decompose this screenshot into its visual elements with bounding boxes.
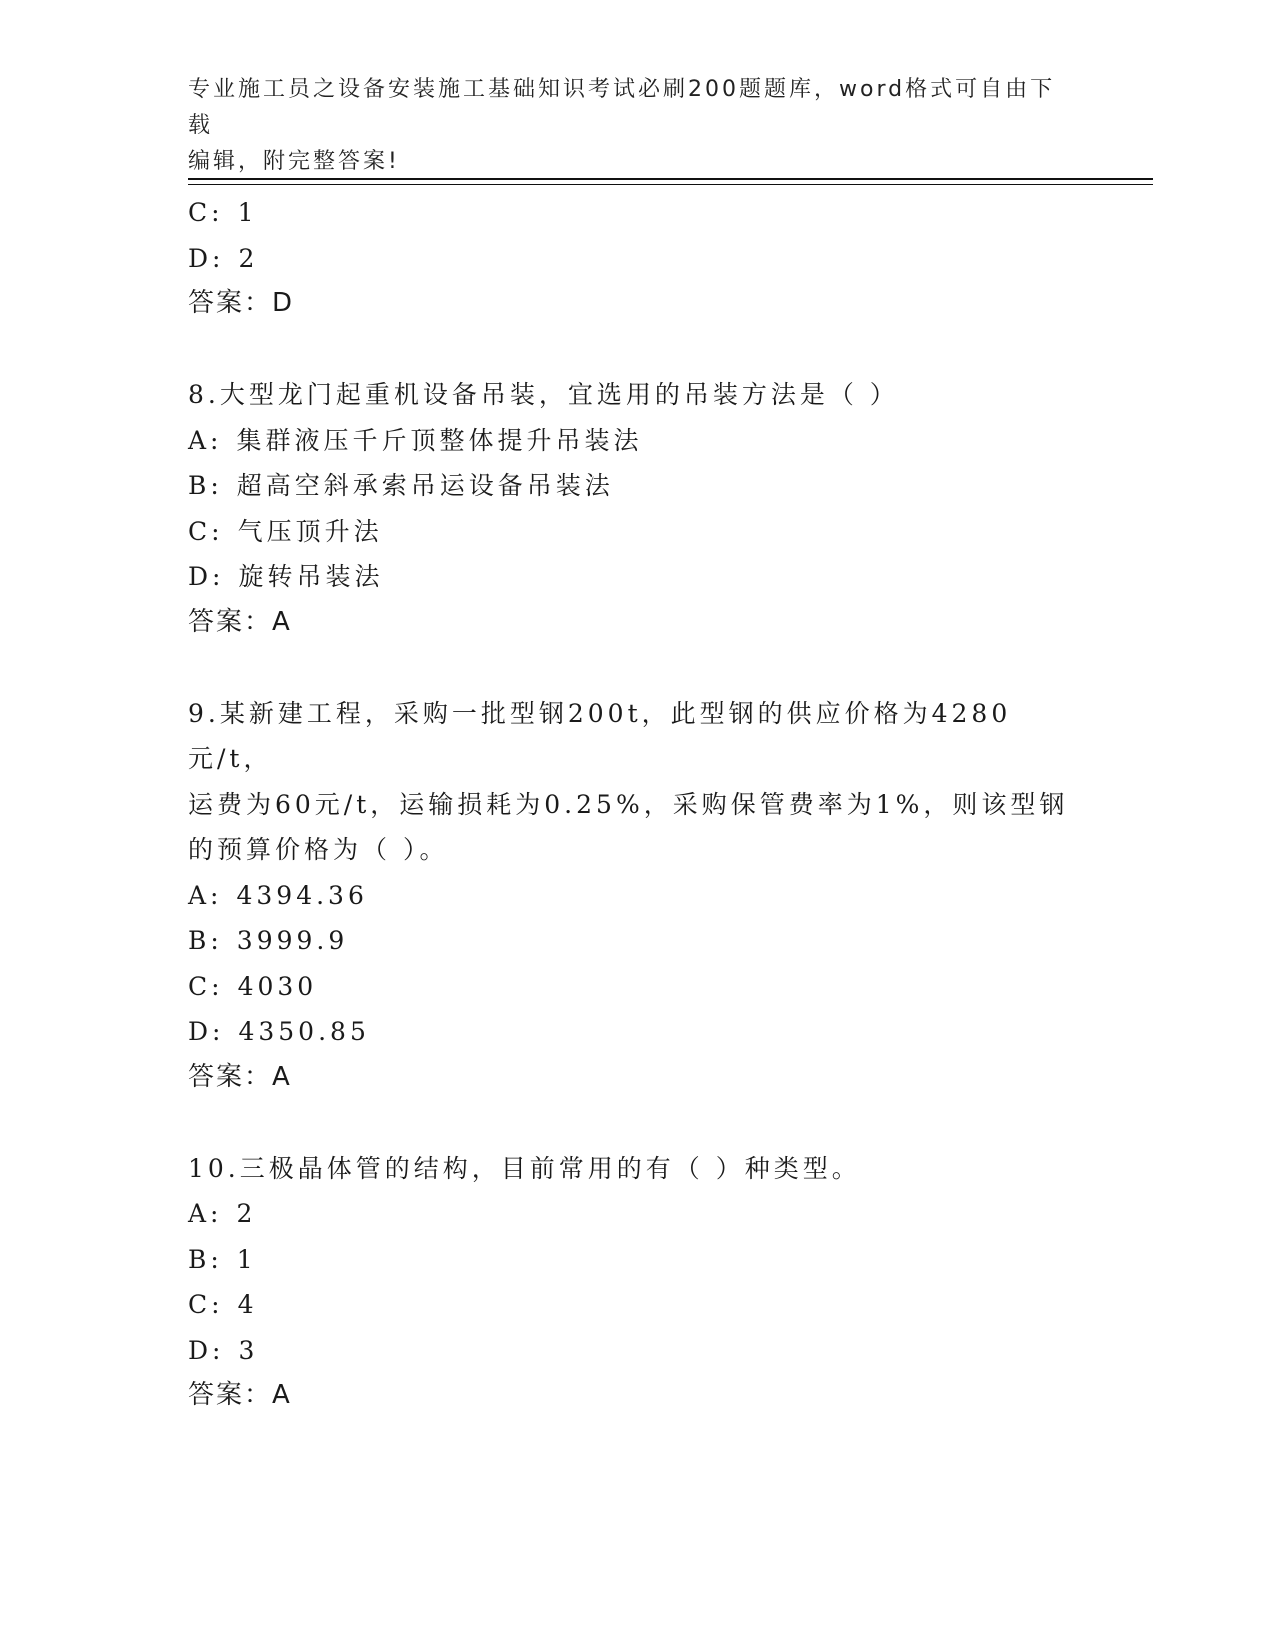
option-value: 超高空斜承索吊运设备吊装法	[236, 471, 614, 500]
question-content	[188, 190, 1088, 1419]
question-text-line-1: 9.某新建工程，采购一批型钢200t，此型钢的供应价格为4280元/t，	[188, 698, 1012, 773]
answer-line: 答案：A	[188, 1380, 292, 1410]
option-value: 3999.9	[236, 926, 349, 955]
answer-line: 答案：D	[188, 288, 295, 318]
option-value: 气压顶升法	[237, 516, 383, 546]
prev-question-block	[188, 190, 1088, 327]
option-a	[188, 418, 1088, 464]
question-text: 10.三极晶体管的结构，目前常用的有（ ）种类型。	[188, 1153, 861, 1183]
option-label: D:	[188, 1335, 225, 1365]
question-text-line-3: 的预算价格为（ ）。	[188, 835, 449, 864]
header-rule-thick	[188, 178, 1153, 180]
option-label: C:	[188, 198, 224, 227]
page-header	[188, 72, 1068, 180]
option-label: D:	[188, 562, 225, 591]
header-title-line-2: 编辑，附完整答案!	[188, 149, 400, 174]
option-value: 旋转吊装法	[238, 562, 384, 591]
option-label: A:	[188, 880, 223, 910]
spacer	[188, 327, 1088, 373]
option-value: 4030	[237, 971, 318, 1001]
option-c	[188, 190, 1088, 236]
question-text-line-2: 运费为60元/t，运输损耗为0.25%，采购保管费率为1%，则该型钢	[188, 789, 1069, 819]
question-text: 8.大型龙门起重机设备吊装，宜选用的吊装方法是（ ）	[188, 380, 899, 409]
option-value: 1	[236, 1244, 257, 1274]
option-d	[188, 1328, 1088, 1374]
option-value: 2	[236, 1199, 257, 1228]
option-b	[188, 463, 1088, 509]
option-d	[188, 236, 1088, 282]
spacer	[188, 1100, 1088, 1146]
option-value: 4350.85	[238, 1017, 370, 1046]
option-label: B:	[188, 471, 223, 500]
option-b	[188, 918, 1088, 964]
option-d	[188, 1009, 1088, 1055]
option-a	[188, 873, 1088, 919]
option-label: A:	[188, 1199, 223, 1228]
option-c	[188, 509, 1088, 555]
option-label: C:	[188, 971, 224, 1001]
question-8-block	[188, 372, 1088, 645]
question-9-block	[188, 691, 1088, 1101]
option-label: B:	[188, 1244, 223, 1274]
option-d	[188, 554, 1088, 600]
option-label: B:	[188, 926, 223, 955]
option-value: 4394.36	[236, 880, 368, 910]
header-rule-thin	[188, 184, 1153, 185]
option-label: D:	[188, 1017, 225, 1046]
option-b	[188, 1237, 1088, 1283]
option-value: 3	[238, 1335, 259, 1365]
option-label: A:	[188, 425, 223, 455]
option-label: D:	[188, 243, 225, 273]
answer-line: 答案：A	[188, 1061, 292, 1092]
option-label: C:	[188, 516, 224, 546]
option-c	[188, 1282, 1088, 1328]
header-title-line-1: 专业施工员之设备安装施工基础知识考试必刷200题题库，word格式可自由下载	[188, 77, 1056, 138]
option-value: 2	[238, 243, 259, 273]
option-label: C:	[188, 1290, 224, 1319]
spacer	[188, 645, 1088, 691]
option-value: 集群液压千斤顶整体提升吊装法	[236, 425, 643, 455]
option-a	[188, 1191, 1088, 1237]
option-value: 1	[237, 198, 258, 227]
question-10-block	[188, 1146, 1088, 1419]
answer-line: 答案：A	[188, 606, 292, 637]
option-value: 4	[237, 1290, 258, 1319]
option-c	[188, 964, 1088, 1010]
